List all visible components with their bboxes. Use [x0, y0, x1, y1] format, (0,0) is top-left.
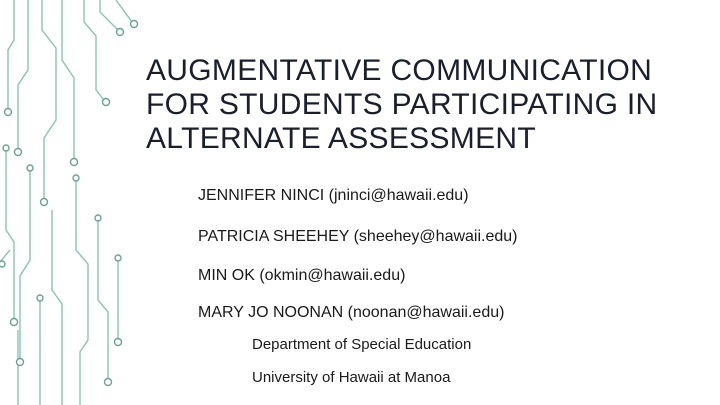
- author-patricia-sheehey: PATRICIA SHEEHEY (sheehey@hawaii.edu): [198, 228, 518, 245]
- title-line-3: ALTERNATE ASSESSMENT: [146, 122, 536, 155]
- title-line-2: FOR STUDENTS PARTICIPATING IN: [146, 88, 658, 121]
- circuit-board-decoration: [0, 0, 140, 405]
- author-min-ok: MIN OK (okmin@hawaii.edu): [198, 267, 406, 284]
- title-line-1: AUGMENTATIVE COMMUNICATION: [146, 54, 653, 87]
- department: Department of Special Education: [252, 336, 472, 353]
- author-jennifer-ninci: JENNIFER NINCI (jninci@hawaii.edu): [198, 187, 469, 204]
- slide-title: [146, 54, 706, 156]
- university: University of Hawaii at Manoa: [252, 369, 451, 386]
- author-mary-jo-noonan: MARY JO NOONAN (noonan@hawaii.edu): [198, 304, 505, 321]
